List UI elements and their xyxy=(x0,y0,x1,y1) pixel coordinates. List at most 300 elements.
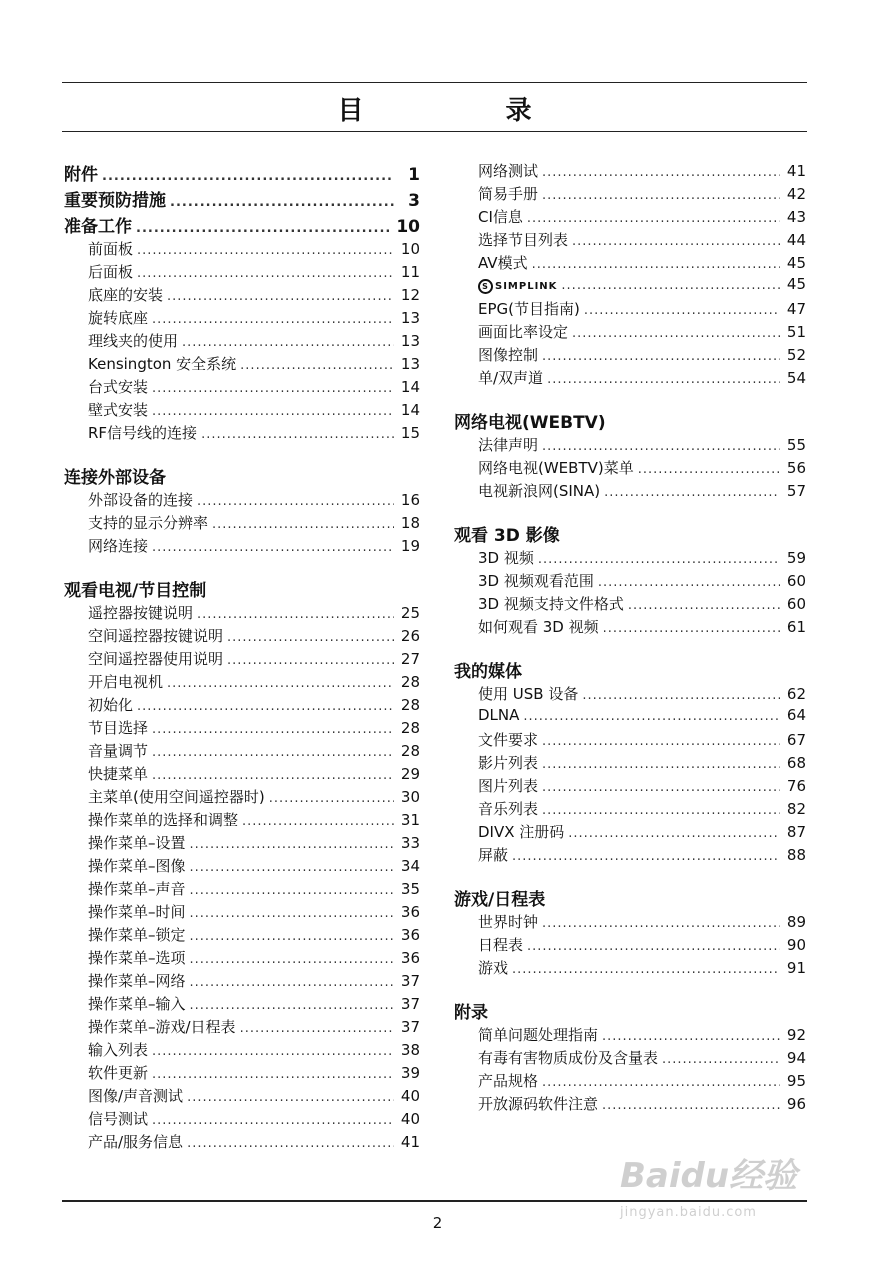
toc-entry[interactable] xyxy=(454,206,806,229)
toc-entry-label: 如何观看 3D 视频 xyxy=(478,618,599,636)
toc-entry-label: 快捷菜单 xyxy=(88,765,149,783)
toc-entry[interactable] xyxy=(64,238,420,261)
dot-leader xyxy=(538,552,780,567)
toc-entry-label: 空间遥控器使用说明 xyxy=(88,650,224,668)
toc-entry[interactable] xyxy=(64,625,420,648)
toc-page-number: 38 xyxy=(400,1041,420,1059)
toc-page-number: 14 xyxy=(400,378,420,396)
dot-leader xyxy=(532,257,780,272)
dot-leader xyxy=(102,169,394,184)
toc-entry[interactable] xyxy=(454,934,806,957)
toc-entry[interactable] xyxy=(64,694,420,717)
toc-entry-label: 操作菜单–锁定 xyxy=(88,926,186,944)
toc-page-number: 15 xyxy=(400,424,420,442)
dot-leader xyxy=(584,303,780,318)
toc-entry[interactable] xyxy=(64,970,420,993)
toc-entry-label: 图像/声音测试 xyxy=(88,1087,184,1105)
dot-leader xyxy=(190,975,394,990)
title-rule xyxy=(62,131,807,132)
toc-entry-label: 游戏 xyxy=(478,959,509,977)
dot-leader xyxy=(190,952,394,967)
dot-leader xyxy=(212,517,394,532)
dot-leader xyxy=(152,1044,394,1059)
dot-leader xyxy=(527,211,780,226)
dot-leader xyxy=(542,188,780,203)
toc-entry-label: 观看电视/节目控制 xyxy=(64,581,207,601)
toc-entry-label: 画面比率设定 xyxy=(478,323,569,341)
toc-page-number: 14 xyxy=(400,401,420,419)
toc-entry-label: 壁式安装 xyxy=(88,401,149,419)
toc-entry[interactable] xyxy=(64,1062,420,1085)
toc-section-heading[interactable] xyxy=(454,408,806,434)
dot-leader xyxy=(190,929,394,944)
toc-page-number: 54 xyxy=(786,369,806,387)
toc-entry-label: 节目选择 xyxy=(88,719,149,737)
toc-entry[interactable] xyxy=(454,911,806,934)
dot-leader xyxy=(240,1021,394,1036)
dot-leader xyxy=(604,485,780,500)
toc-entry-label: 遥控器按键说明 xyxy=(88,604,194,622)
toc-page-number: 40 xyxy=(400,1087,420,1105)
toc-page-number: 36 xyxy=(400,926,420,944)
toc-entry[interactable] xyxy=(64,353,420,376)
toc-page-number: 92 xyxy=(786,1026,806,1044)
toc-section xyxy=(64,576,420,1154)
toc-page-number: 57 xyxy=(786,482,806,500)
toc-entry-label: 初始化 xyxy=(88,696,134,714)
dot-leader xyxy=(240,358,394,373)
toc-section-heading[interactable] xyxy=(64,463,420,489)
toc-page-number: 44 xyxy=(786,231,806,249)
toc-entry[interactable] xyxy=(64,671,420,694)
dot-leader xyxy=(152,404,394,419)
toc-page-number: 89 xyxy=(786,913,806,931)
dot-leader xyxy=(602,1029,780,1044)
dot-leader xyxy=(182,335,394,350)
toc-entry[interactable] xyxy=(64,832,420,855)
toc-entry-label: 世界时钟 xyxy=(478,913,539,931)
toc-entry-label: 观看 3D 影像 xyxy=(454,526,560,546)
toc-entry-label: 影片列表 xyxy=(478,754,539,772)
page-title: 目 录 xyxy=(337,96,590,126)
toc-entry[interactable] xyxy=(64,878,420,901)
toc-entry[interactable] xyxy=(64,1039,420,1062)
toc-entry[interactable] xyxy=(454,1024,806,1047)
toc-entry[interactable] xyxy=(454,229,806,252)
toc-page-number: 61 xyxy=(786,618,806,636)
toc-entry-label: 外部设备的连接 xyxy=(88,491,194,509)
dot-leader xyxy=(190,998,394,1013)
page-number: 2 xyxy=(432,1214,443,1232)
toc-entry-label: RF信号线的连接 xyxy=(88,424,198,442)
dot-leader xyxy=(197,494,394,509)
toc-page-number: 10 xyxy=(396,217,420,237)
toc-entry[interactable] xyxy=(454,752,806,775)
toc-page-number: 19 xyxy=(400,537,420,555)
toc-page-number: 60 xyxy=(786,595,806,613)
dot-leader xyxy=(572,326,780,341)
toc-page-number: 87 xyxy=(786,823,806,841)
dot-leader xyxy=(152,768,394,783)
simplink-text: SIMPLINK xyxy=(495,281,558,292)
dot-leader xyxy=(527,939,780,954)
toc-page-number: 91 xyxy=(786,959,806,977)
toc-section xyxy=(64,212,420,445)
toc-entry-label: 产品规格 xyxy=(478,1072,539,1090)
toc-entry[interactable] xyxy=(454,547,806,570)
toc-entry-label: 操作菜单–设置 xyxy=(88,834,186,852)
dot-leader xyxy=(190,860,394,875)
watermark xyxy=(620,1148,820,1248)
toc-entry[interactable] xyxy=(454,570,806,593)
toc-section-continued xyxy=(454,160,806,390)
toc-entry-label: 网络电视(WEBTV) xyxy=(454,413,606,433)
toc-section-heading[interactable] xyxy=(64,576,420,602)
toc-entry-label: 图像控制 xyxy=(478,346,539,364)
dot-leader xyxy=(137,266,394,281)
toc-entry-label: 网络测试 xyxy=(478,162,539,180)
toc-section-heading[interactable] xyxy=(64,212,420,238)
toc-entry[interactable] xyxy=(454,1047,806,1070)
toc-entry[interactable] xyxy=(64,489,420,512)
toc-entry[interactable] xyxy=(454,798,806,821)
toc-section xyxy=(64,186,420,212)
toc-entry[interactable] xyxy=(454,957,806,980)
toc-page-number: 31 xyxy=(400,811,420,829)
dot-leader xyxy=(190,906,394,921)
toc-entry[interactable] xyxy=(454,683,806,706)
toc-entry[interactable] xyxy=(454,706,806,729)
toc-entry[interactable] xyxy=(454,367,806,390)
toc-entry-label: 主菜单(使用空间遥控器时) xyxy=(88,788,265,806)
toc-page-number: 28 xyxy=(400,719,420,737)
toc-entry-label: 法律声明 xyxy=(478,436,539,454)
dot-leader xyxy=(152,312,394,327)
toc-entry-label: EPG(节目指南) xyxy=(478,300,580,318)
dot-leader xyxy=(152,745,394,760)
dot-leader xyxy=(137,243,394,258)
toc-page-number: 18 xyxy=(400,514,420,532)
toc-entry[interactable] xyxy=(454,593,806,616)
toc-entry[interactable] xyxy=(454,480,806,503)
toc-entry-label: 重要预防措施 xyxy=(64,191,166,211)
toc-entry[interactable] xyxy=(454,821,806,844)
toc-entry-label: 连接外部设备 xyxy=(64,468,166,488)
toc-entry-label: 游戏/日程表 xyxy=(454,890,546,910)
toc-entry[interactable] xyxy=(64,602,420,625)
dot-leader xyxy=(523,709,780,724)
toc-entry[interactable] xyxy=(64,399,420,422)
toc-entry-label: 简单问题处理指南 xyxy=(478,1026,599,1044)
toc-entry-label: 底座的安装 xyxy=(88,286,164,304)
toc-entry[interactable] xyxy=(64,1016,420,1039)
toc-entry[interactable] xyxy=(454,729,806,752)
dot-leader xyxy=(197,607,394,622)
toc-page-number: 26 xyxy=(400,627,420,645)
toc-entry-label: 附件 xyxy=(64,165,98,185)
watermark-logo: Baidu经验 xyxy=(620,1156,798,1196)
dot-leader xyxy=(542,916,780,931)
toc-entry-label: 操作菜单–网络 xyxy=(88,972,186,990)
toc-section xyxy=(454,657,806,867)
toc-page-number: 13 xyxy=(400,355,420,373)
toc-entry-label: 音乐列表 xyxy=(478,800,539,818)
dot-leader xyxy=(598,575,780,590)
dot-leader xyxy=(170,195,394,210)
toc-page-number: 11 xyxy=(400,263,420,281)
toc-page-number: 10 xyxy=(400,240,420,258)
toc-entry[interactable] xyxy=(454,1070,806,1093)
toc-entry-label: 使用 USB 设备 xyxy=(478,685,579,703)
toc-page-number: 43 xyxy=(786,208,806,226)
toc-entry-label: 我的媒体 xyxy=(454,662,522,682)
toc-page-number: 41 xyxy=(400,1133,420,1151)
toc-page-number: 13 xyxy=(400,332,420,350)
toc-page-number: 56 xyxy=(786,459,806,477)
dot-leader xyxy=(542,349,780,364)
toc-entry[interactable] xyxy=(454,252,806,275)
toc-section-heading[interactable] xyxy=(454,998,806,1024)
toc-entry-label: 屏蔽 xyxy=(478,846,509,864)
toc-page-number: 25 xyxy=(400,604,420,622)
toc-entry-label: 产品/服务信息 xyxy=(88,1133,184,1151)
toc-entry[interactable] xyxy=(454,183,806,206)
toc-entry-label: 软件更新 xyxy=(88,1064,149,1082)
toc-entry-label: 操作菜单–时间 xyxy=(88,903,186,921)
toc-entry-label: 选择节目列表 xyxy=(478,231,569,249)
toc-entry[interactable] xyxy=(454,275,806,298)
toc-entry-label: 文件要求 xyxy=(478,731,539,749)
dot-leader xyxy=(167,289,394,304)
toc-entry-label: CI信息 xyxy=(478,208,523,226)
toc-entry[interactable] xyxy=(64,307,420,330)
toc-page-number: 13 xyxy=(400,309,420,327)
toc-entry[interactable] xyxy=(64,284,420,307)
toc-entry-label: 前面板 xyxy=(88,240,134,258)
toc-page-number: 41 xyxy=(786,162,806,180)
toc-entry[interactable] xyxy=(454,160,806,183)
toc-entry[interactable] xyxy=(454,344,806,367)
toc-section-heading[interactable] xyxy=(64,186,420,212)
watermark-url: jingyan.baidu.com xyxy=(620,1205,757,1220)
dot-leader xyxy=(542,1075,780,1090)
dot-leader xyxy=(542,757,780,772)
toc-page-number: 12 xyxy=(400,286,420,304)
toc-entry[interactable] xyxy=(64,924,420,947)
dot-leader xyxy=(628,598,780,613)
toc-entry[interactable] xyxy=(64,512,420,535)
toc-page-number: 95 xyxy=(786,1072,806,1090)
toc-page-number: 33 xyxy=(400,834,420,852)
toc-page-number: 28 xyxy=(400,742,420,760)
toc-section xyxy=(64,160,420,186)
dot-leader xyxy=(137,699,394,714)
dot-leader xyxy=(542,734,780,749)
toc-page-number: 45 xyxy=(786,275,806,293)
dot-leader xyxy=(662,1052,780,1067)
toc-left-column xyxy=(64,160,420,1172)
toc-entry-label: 音量调节 xyxy=(88,742,149,760)
dot-leader xyxy=(542,780,780,795)
toc-entry[interactable] xyxy=(454,298,806,321)
toc-entry[interactable] xyxy=(64,1108,420,1131)
toc-page-number: 39 xyxy=(400,1064,420,1082)
toc-entry-label: 网络电视(WEBTV)菜单 xyxy=(478,459,634,477)
toc-page-number: 36 xyxy=(400,949,420,967)
toc-page-number: 37 xyxy=(400,995,420,1013)
toc-entry-label: AV模式 xyxy=(478,254,528,272)
toc-entry[interactable] xyxy=(64,809,420,832)
simplink-icon: S xyxy=(478,279,493,294)
toc-page-number: 82 xyxy=(786,800,806,818)
toc-entry[interactable] xyxy=(64,947,420,970)
toc-entry[interactable] xyxy=(454,457,806,480)
toc-entry-label: 操作菜单–选项 xyxy=(88,949,186,967)
toc-page-number: 36 xyxy=(400,903,420,921)
toc-section-heading[interactable] xyxy=(454,885,806,911)
dot-leader xyxy=(136,221,392,236)
toc-page-number: 28 xyxy=(400,696,420,714)
dot-leader xyxy=(603,621,780,636)
dot-leader xyxy=(542,165,780,180)
toc-entry-label: 3D 视频观看范围 xyxy=(478,572,594,590)
toc-section xyxy=(64,463,420,558)
toc-entry[interactable] xyxy=(64,993,420,1016)
toc-page-number: 55 xyxy=(786,436,806,454)
dot-leader xyxy=(152,1067,394,1082)
toc-page-number: 76 xyxy=(786,777,806,795)
toc-right-column xyxy=(454,160,806,1134)
simplink-logo xyxy=(478,275,557,294)
toc-entry-label: 空间遥控器按键说明 xyxy=(88,627,224,645)
dot-leader xyxy=(167,676,394,691)
toc-entry-label: 操作菜单–声音 xyxy=(88,880,186,898)
toc-page-number: 34 xyxy=(400,857,420,875)
toc-entry-label: 理线夹的使用 xyxy=(88,332,179,350)
toc-entry-label: 操作菜单–图像 xyxy=(88,857,186,875)
toc-entry[interactable] xyxy=(64,901,420,924)
toc-entry-label: 支持的显示分辨率 xyxy=(88,514,209,532)
toc-page-number: 60 xyxy=(786,572,806,590)
toc-entry-label: DLNA xyxy=(478,706,520,724)
toc-section-heading[interactable] xyxy=(64,160,420,186)
toc-entry-label: 日程表 xyxy=(478,936,524,954)
toc-entry-label: 开启电视机 xyxy=(88,673,164,691)
toc-page-number: 59 xyxy=(786,549,806,567)
toc-entry[interactable] xyxy=(64,376,420,399)
dot-leader xyxy=(190,837,394,852)
toc-entry-label: 开放源码软件注意 xyxy=(478,1095,599,1113)
toc-page-number: 28 xyxy=(400,673,420,691)
dot-leader xyxy=(568,826,780,841)
toc-entry[interactable] xyxy=(64,763,420,786)
toc-entry[interactable] xyxy=(64,422,420,445)
toc-page-number: 51 xyxy=(786,323,806,341)
toc-entry-label: 操作菜单–输入 xyxy=(88,995,186,1013)
toc-page-number: 64 xyxy=(786,706,806,724)
toc-page-number: 62 xyxy=(786,685,806,703)
toc-page-number: 68 xyxy=(786,754,806,772)
toc-entry[interactable] xyxy=(64,330,420,353)
dot-leader xyxy=(152,381,394,396)
toc-page-number: 37 xyxy=(400,972,420,990)
toc-entry[interactable] xyxy=(64,648,420,671)
toc-page-number: 1 xyxy=(408,165,420,185)
toc-page-number: 27 xyxy=(400,650,420,668)
toc-entry-label: 3D 视频 xyxy=(478,549,534,567)
toc-entry[interactable] xyxy=(64,717,420,740)
toc-entry[interactable] xyxy=(454,775,806,798)
dot-leader xyxy=(512,849,780,864)
toc-page-number: 29 xyxy=(400,765,420,783)
toc-entry-label: 操作菜单–游戏/日程表 xyxy=(88,1018,236,1036)
dot-leader xyxy=(602,1098,780,1113)
dot-leader xyxy=(542,803,780,818)
dot-leader xyxy=(187,1090,394,1105)
toc-entry-label: 准备工作 xyxy=(64,217,132,237)
toc-entry-label: 电视新浪网(SINA) xyxy=(478,482,601,500)
toc-entry[interactable] xyxy=(454,616,806,639)
dot-leader xyxy=(572,234,780,249)
toc-page-number: 94 xyxy=(786,1049,806,1067)
toc-page-number: 90 xyxy=(786,936,806,954)
toc-entry-label: 信号测试 xyxy=(88,1110,149,1128)
toc-entry-label: 3D 视频支持文件格式 xyxy=(478,595,624,613)
toc-page-number: 42 xyxy=(786,185,806,203)
toc-page-number: 45 xyxy=(786,254,806,272)
toc-entry[interactable] xyxy=(64,261,420,284)
dot-leader xyxy=(201,427,394,442)
toc-section-heading[interactable] xyxy=(454,521,806,547)
dot-leader xyxy=(190,883,394,898)
toc-entry[interactable] xyxy=(454,434,806,457)
toc-page-number: 47 xyxy=(786,300,806,318)
toc-section xyxy=(454,408,806,503)
toc-entry[interactable] xyxy=(64,1085,420,1108)
toc-entry[interactable] xyxy=(454,844,806,867)
toc-entry-label: 旋转底座 xyxy=(88,309,149,327)
toc-section-heading[interactable] xyxy=(454,657,806,683)
dot-leader xyxy=(512,962,780,977)
dot-leader xyxy=(152,540,394,555)
dot-leader xyxy=(242,814,394,829)
toc-entry-label: 网络连接 xyxy=(88,537,149,555)
toc-page-number: 35 xyxy=(400,880,420,898)
toc-page-number: 30 xyxy=(400,788,420,806)
dot-leader xyxy=(152,722,394,737)
toc-entry[interactable] xyxy=(64,1131,420,1154)
toc-entry-label: 附录 xyxy=(454,1003,488,1023)
toc-section xyxy=(454,885,806,980)
toc-entry[interactable] xyxy=(64,855,420,878)
dot-leader xyxy=(582,688,780,703)
toc-entry-label: Kensington 安全系统 xyxy=(88,355,237,373)
toc-entry[interactable] xyxy=(454,1093,806,1116)
toc-entry-label: 有毒有害物质成份及含量表 xyxy=(478,1049,659,1067)
dot-leader xyxy=(227,653,394,668)
dot-leader xyxy=(542,439,780,454)
toc-entry-label: 台式安装 xyxy=(88,378,149,396)
toc-entry[interactable] xyxy=(64,535,420,558)
toc-entry[interactable] xyxy=(64,740,420,763)
toc-entry-label: 操作菜单的选择和调整 xyxy=(88,811,239,829)
dot-leader xyxy=(152,1113,394,1128)
toc-entry-label: 后面板 xyxy=(88,263,134,281)
toc-page-number: 96 xyxy=(786,1095,806,1113)
toc-entry[interactable] xyxy=(64,786,420,809)
toc-entry-label: 简易手册 xyxy=(478,185,539,203)
toc-entry[interactable] xyxy=(454,321,806,344)
